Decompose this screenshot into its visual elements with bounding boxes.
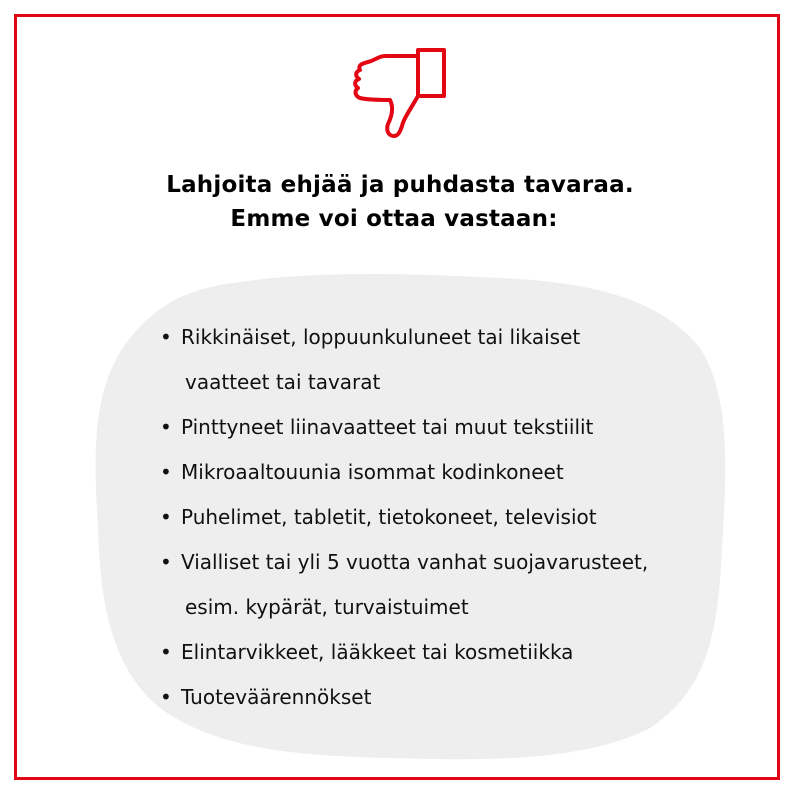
thumbs-down-icon (346, 44, 452, 144)
bullet: • (160, 505, 172, 529)
heading-line-1: Lahjoita ehjää ja puhdasta tavaraa. (166, 172, 634, 198)
list-item-continuation (160, 594, 648, 639)
bullet: • (160, 685, 172, 709)
bullet: • (160, 325, 172, 349)
list-item (160, 684, 648, 729)
bullet: • (160, 415, 172, 439)
list-item (160, 459, 648, 504)
list-item-text: Puhelimet, tabletit, tietokoneet, televisiot (181, 505, 597, 529)
list-item-continuation (160, 369, 648, 414)
list-item (160, 639, 648, 684)
list-item-text: Mikroaaltouunia isommat kodinkoneet (181, 460, 564, 484)
list-item-text: Pinttyneet liinavaatteet tai muut tekstiilit (181, 415, 594, 439)
bullet: • (160, 550, 172, 574)
list-item (160, 549, 648, 594)
list-item-text: Vialliset tai yli 5 vuotta vanhat suojavarusteet, (181, 550, 649, 574)
bullet: • (160, 640, 172, 664)
bullet: • (160, 460, 172, 484)
list-item (160, 504, 648, 549)
list-item-text: Elintarvikkeet, lääkkeet tai kosmetiikka (181, 640, 574, 664)
list-item (160, 324, 648, 369)
list-item-text: Rikkinäiset, loppuunkuluneet tai likaiset (181, 325, 581, 349)
list-item (160, 414, 648, 459)
list-item-text: esim. kypärät, turvaistuimet (185, 595, 469, 619)
heading-line-2: Emme voi ottaa vastaan: (230, 206, 558, 232)
excluded-items-list (160, 324, 648, 729)
list-item-text: Tuoteväärennökset (181, 685, 372, 709)
list-item-text: vaatteet tai tavarat (185, 370, 381, 394)
